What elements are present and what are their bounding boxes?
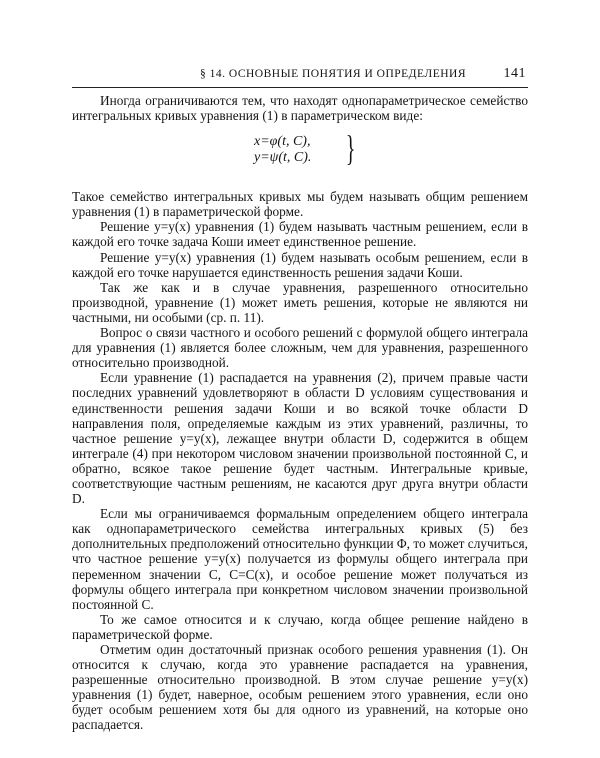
- paragraph: То же самое относится и к случаю, когда общее решение найдено в параметрической форме.: [72, 611, 528, 642]
- paragraph: Вопрос о связи частного и особого решений с формулой общего интеграла для уравнения (1) является более сложным, чем для уравнения, разрешенного относительно производной.: [72, 325, 528, 371]
- page-number: 141: [503, 66, 526, 81]
- paragraph: Решение y=y(x) уравнения (1) будем называть частным решением, если в каждой его точке задача Коши имеет единственное решение.: [72, 219, 528, 250]
- paragraph: Если уравнение (1) распадается на уравнения (2), причем правые части последних уравнений удовлетворяют в области D условиям существования и единственности решения задачи Коши и во всякой точке области D направления поля, определяемые каждым из этих уравнений, различны, то частное решение y=y(x), лежащее внутри области D, содержится в общем интеграле (4) при некотором числовом значении произвольной постоянной C, и обратно, всякое такое решение будет частным. Интегральные кривые, соответствующие частным решениям, не касаются друг друга внутри области D.: [72, 370, 528, 507]
- formula-brace: }: [345, 128, 356, 169]
- paragraph: Если мы ограничиваемся формальным определением общего интеграла как однопараметрического семейства интегральных кривых (5) без дополнительных предположений относительно функции Φ, то может случиться, что частное решение y=y(x) получается из формулы общего интеграла при переменном значении C, C=C(x), и особое решение может получаться из формулы общего интеграла при конкретном числовом значении произвольной постоянной C.: [72, 506, 528, 612]
- paragraph: Решение y=y(x) уравнения (1) будем называть особым решением, если в каждой его точке нарушается единственность решения задачи Коши.: [72, 249, 528, 280]
- formula-line-y: y=ψ(t, C).: [254, 150, 312, 166]
- formula-line-x: x=φ(t, C),: [254, 134, 311, 150]
- paragraph: Иногда ограничиваются тем, что находят однопараметрическое семейство интегральных кривых уравнения (1) в параметрическом виде:: [72, 93, 528, 124]
- running-header: [72, 65, 528, 88]
- paragraph: Отметим один достаточный признак особого решения уравнения (1). Он относится к случаю, когда это уравнение распадается на уравнения, разрешенные относительно производной. В этом случае решение y=y(x) уравнения (1) будет, наверное, особым решением этого уравнения, если оно будет особым решением хотя бы для одного из уравнений, на которые оно распадается.: [72, 642, 528, 733]
- parametric-formula: [72, 128, 528, 175]
- paragraph: Такое семейство интегральных кривых мы будем называть общим решением уравнения (1) в параметрической форме.: [72, 189, 528, 220]
- paragraph: Так же как и в случае уравнения, разрешенного относительно производной, уравнение (1) может иметь решения, которые не являются ни частными, ни особыми (ср. п. 11).: [72, 279, 528, 325]
- section-title: § 14. ОСНОВНЫЕ ПОНЯТИЯ И ОПРЕДЕЛЕНИЯ: [200, 68, 466, 80]
- page-body: [72, 93, 528, 733]
